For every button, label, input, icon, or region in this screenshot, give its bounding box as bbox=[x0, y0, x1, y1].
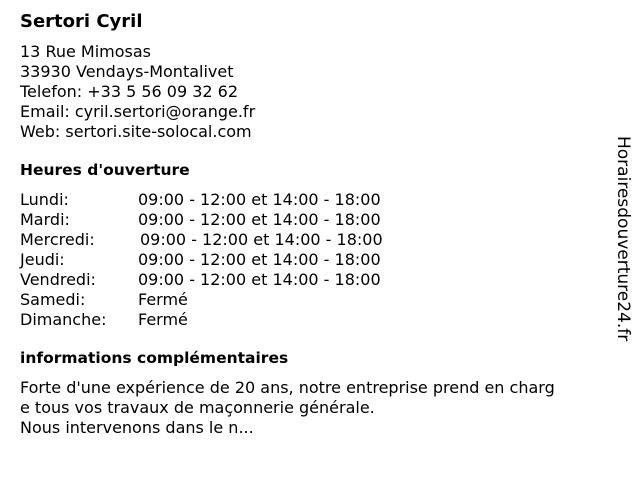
description-line-3: Nous intervenons dans le n... bbox=[20, 418, 254, 437]
hours-day-label: Vendredi: bbox=[20, 270, 96, 289]
opening-hours-heading: Heures d'ouverture bbox=[20, 161, 190, 179]
hours-day-label: Lundi: bbox=[20, 190, 69, 209]
description-line-1: Forte d'une expérience de 20 ans, notre entreprise prend en charg bbox=[20, 378, 555, 397]
phone-line: Telefon: +33 5 56 09 32 62 bbox=[20, 82, 239, 101]
hours-time-value: 09:00 - 12:00 et 14:00 - 18:00 bbox=[140, 230, 383, 249]
site-watermark bbox=[612, 136, 634, 370]
street-address: 13 Rue Mimosas bbox=[20, 42, 152, 61]
hours-time-value: 09:00 - 12:00 et 14:00 - 18:00 bbox=[138, 210, 381, 229]
city-address: 33930 Vendays-Montalivet bbox=[20, 62, 234, 81]
hours-row-thursday bbox=[20, 250, 610, 270]
additional-info-heading: informations complémentaires bbox=[20, 349, 289, 367]
description-line-2: e tous vos travaux de maçonnerie générale. bbox=[20, 398, 375, 417]
hours-time-value: 09:00 - 12:00 et 14:00 - 18:00 bbox=[138, 190, 381, 209]
hours-row-sunday bbox=[20, 310, 610, 330]
hours-row-wednesday bbox=[20, 230, 610, 250]
web-line: Web: sertori.site-solocal.com bbox=[20, 122, 252, 141]
hours-time-value: Fermé bbox=[138, 310, 188, 329]
hours-day-label: Mardi: bbox=[20, 210, 70, 229]
business-card bbox=[20, 10, 610, 438]
email-line: Email: cyril.sertori@orange.fr bbox=[20, 102, 256, 121]
hours-row-tuesday bbox=[20, 210, 610, 230]
hours-day-label: Dimanche: bbox=[20, 310, 107, 329]
hours-day-label: Mercredi: bbox=[20, 230, 95, 249]
hours-day-label: Samedi: bbox=[20, 290, 86, 309]
hours-time-value: Fermé bbox=[138, 290, 188, 309]
hours-row-monday bbox=[20, 190, 610, 210]
business-name: Sertori Cyril bbox=[20, 11, 143, 32]
watermark-text: Horairesdouverture24.fr bbox=[613, 136, 633, 342]
opening-hours-table bbox=[20, 190, 610, 330]
hours-row-saturday bbox=[20, 290, 610, 310]
hours-row-friday bbox=[20, 270, 610, 290]
hours-time-value: 09:00 - 12:00 et 14:00 - 18:00 bbox=[138, 250, 381, 269]
hours-day-label: Jeudi: bbox=[20, 250, 65, 269]
hours-time-value: 09:00 - 12:00 et 14:00 - 18:00 bbox=[138, 270, 381, 289]
